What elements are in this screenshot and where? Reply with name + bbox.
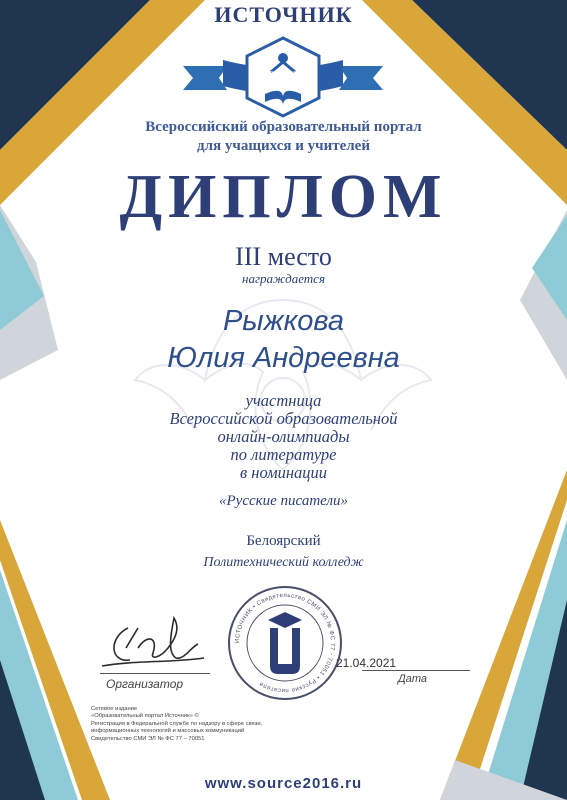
details-line-5: в номинации bbox=[239, 463, 328, 482]
awarded-label: награждается bbox=[242, 271, 325, 286]
date-value: 21.04.2021 bbox=[336, 656, 397, 670]
institution-name: Политехнический колледж bbox=[203, 555, 364, 570]
legal-info bbox=[91, 706, 361, 743]
diploma-title: ДИПЛОМ bbox=[119, 163, 448, 231]
portal-description bbox=[0, 118, 567, 156]
organizer-label: Организатор bbox=[106, 677, 184, 691]
details-line-3: онлайн-олимпиады bbox=[217, 427, 350, 446]
details-line-1: участница bbox=[245, 391, 322, 410]
organizer-line bbox=[100, 673, 210, 674]
date-label: Дата bbox=[398, 673, 428, 685]
achievement-details bbox=[0, 392, 567, 482]
legal-line-1: Сетевое издание bbox=[91, 706, 138, 712]
nomination-name: «Русские писатели» bbox=[219, 493, 348, 509]
brand-title: ИСТОЧНИК bbox=[214, 2, 353, 27]
signature-scribble bbox=[98, 608, 208, 678]
details-line-2: Всероссийской образовательной bbox=[169, 409, 398, 428]
legal-line-4: информационных технологий и массовых коммуникаций bbox=[91, 728, 245, 735]
seal-stamp bbox=[226, 584, 344, 702]
website-link[interactable]: www.source2016.ru bbox=[204, 775, 363, 792]
logo-text: ИСТОЧНИК bbox=[256, 70, 310, 80]
place-label: III место bbox=[235, 242, 332, 271]
date-line bbox=[362, 670, 470, 671]
legal-line-3: Регистрация в Федеральной службе по надзору в сфере связи, bbox=[91, 720, 263, 727]
recipient-surname: Рыжкова bbox=[222, 305, 345, 337]
legal-line-5: Свидетельство СМИ ЭЛ № ФС 77 – 70051 bbox=[91, 735, 205, 742]
portal-line-2: для учащихся и учителей bbox=[197, 138, 370, 154]
institution-city: Белоярский bbox=[246, 533, 321, 549]
svg-text:ИСТОЧНИК • Свидетельство СМИ Э: ИСТОЧНИК • Свидетельство СМИ ЭЛ № ФС 77 - 70051 • Русские писатели bbox=[234, 592, 336, 694]
legal-line-2: «Образовательный портал Источник» © bbox=[91, 713, 199, 720]
portal-line-1: Всероссийский образовательный портал bbox=[145, 119, 422, 135]
recipient-name: Юлия Андреевна bbox=[167, 342, 400, 374]
details-line-4: по литературе bbox=[230, 445, 337, 464]
